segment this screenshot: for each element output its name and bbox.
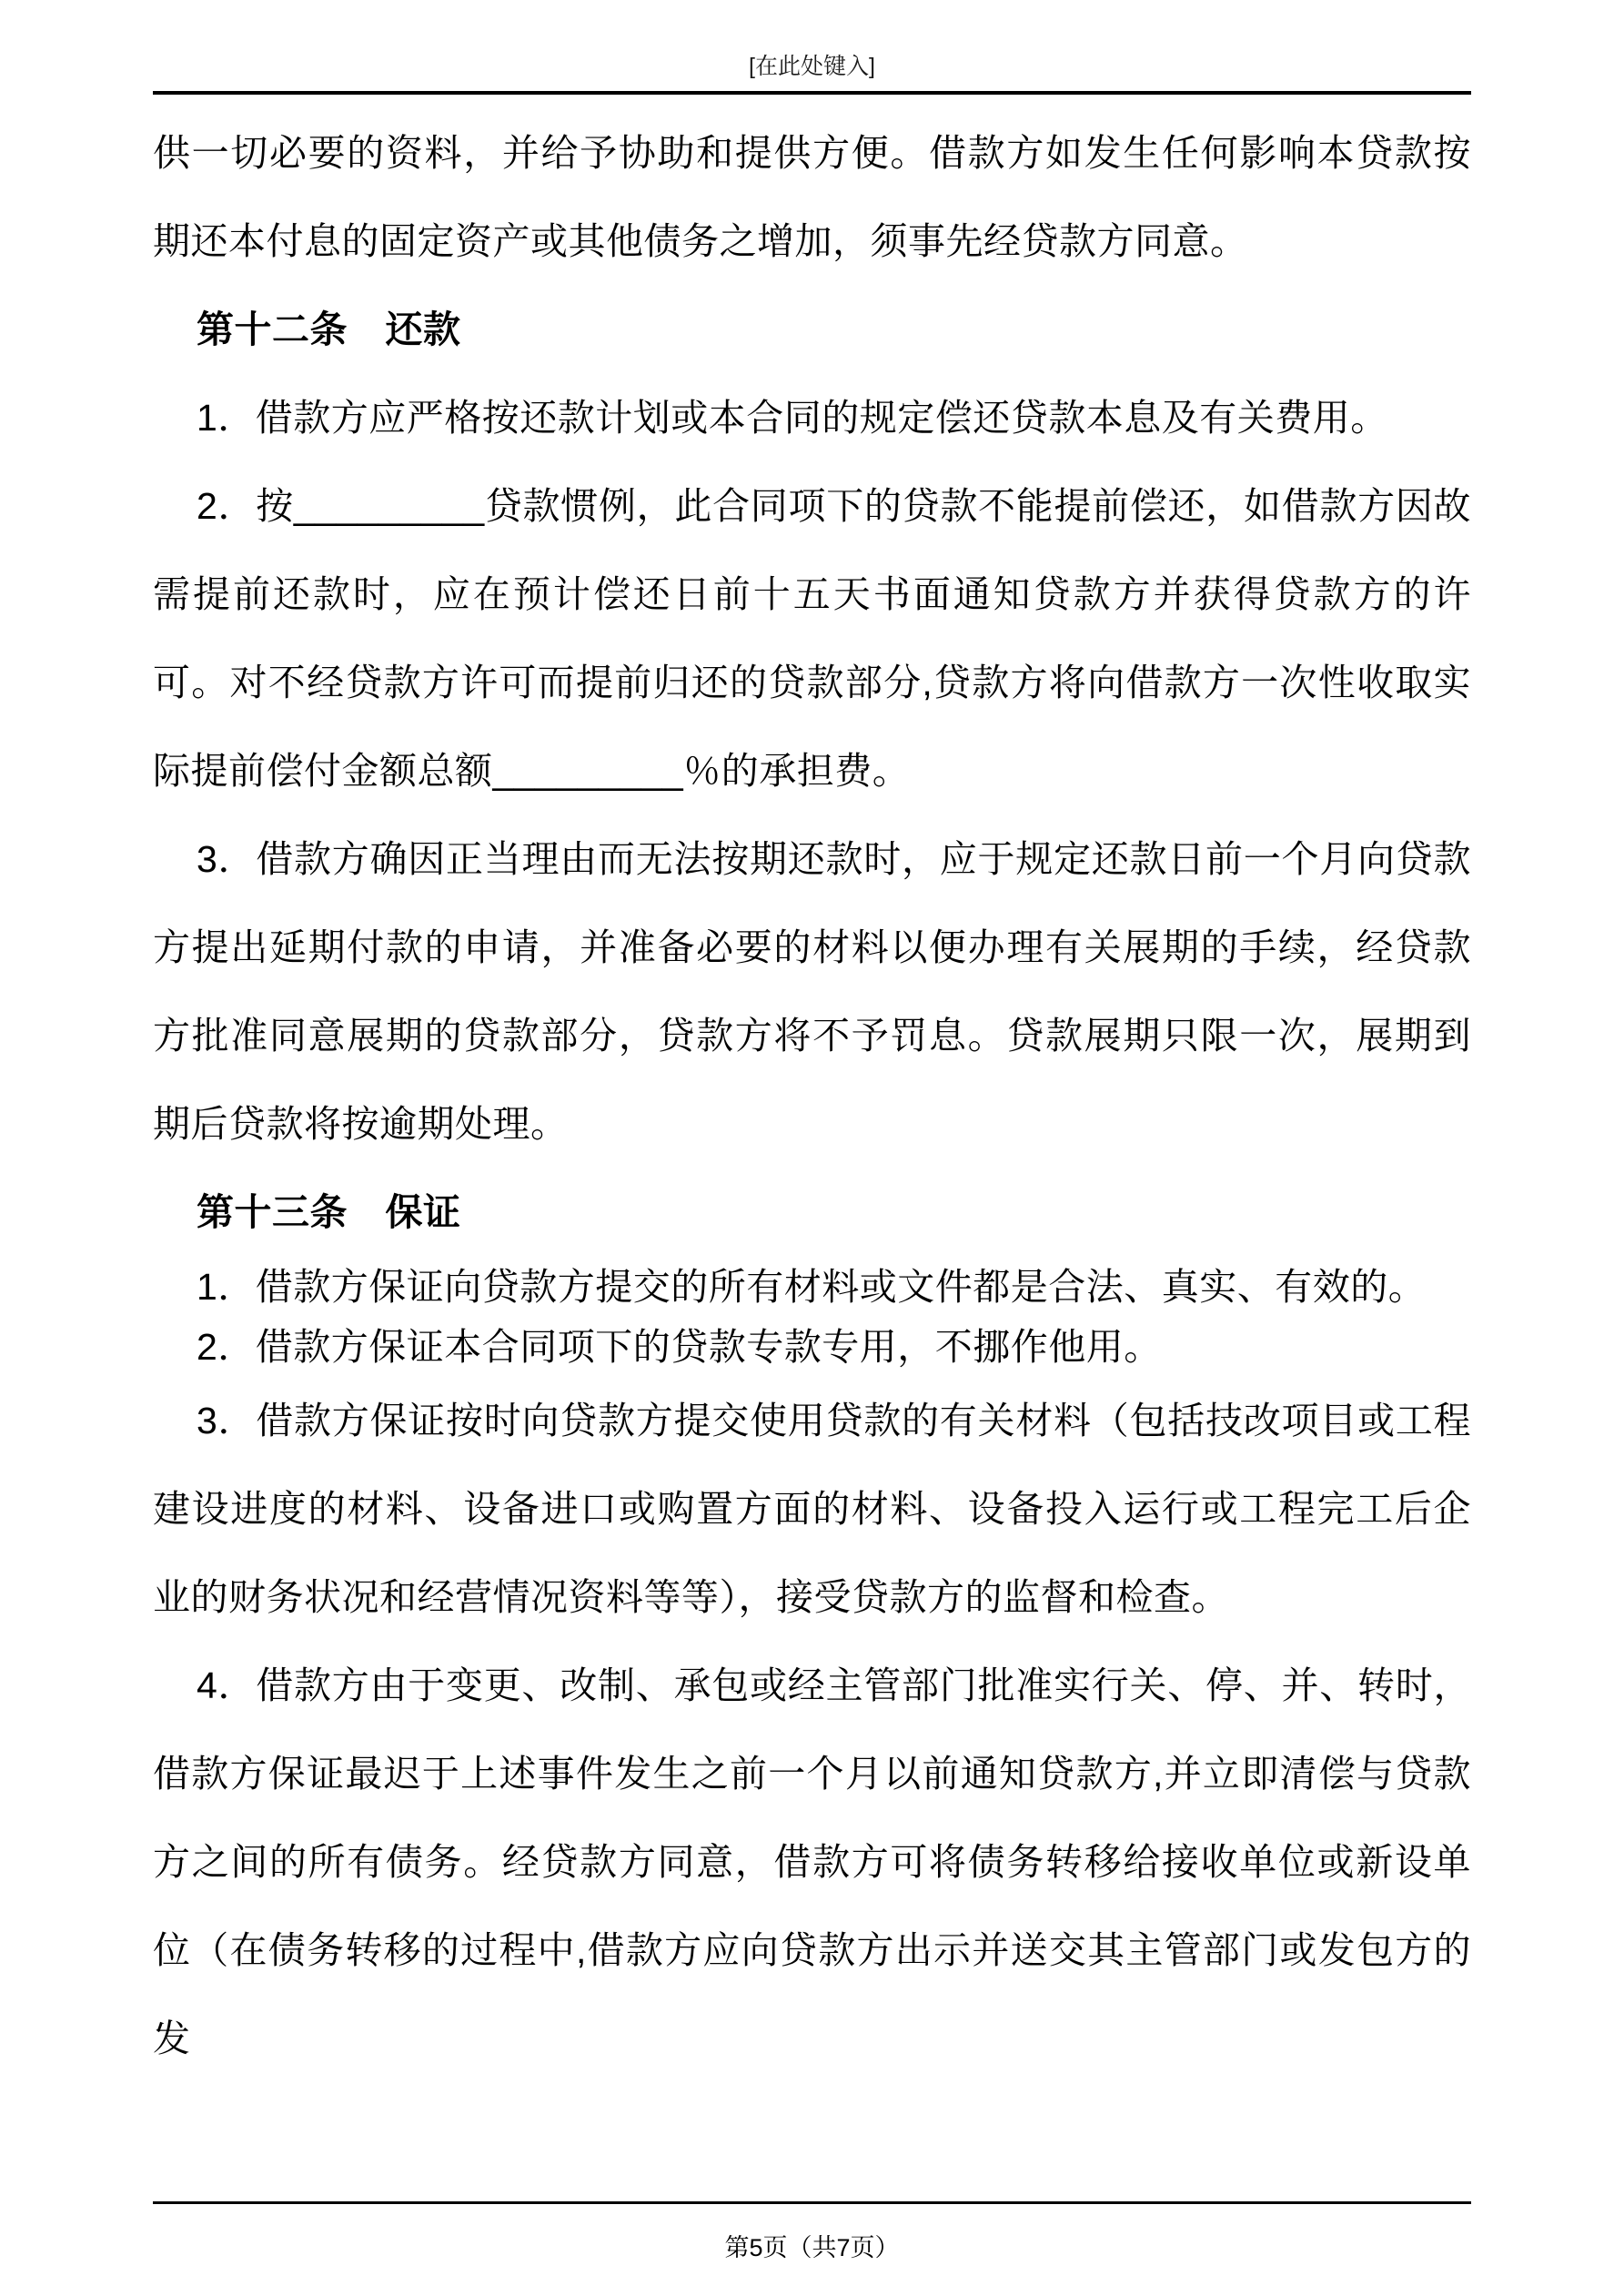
clause-item: 3．借款方保证按时向贷款方提交使用贷款的有关材料（包括技改项目或工程建设进度的材料、设备进口或购置方面的材料、设备投入运行或工程完工后企业的财务状况和经营情况资料等等），接受贷款方的监督和检查。	[153, 1400, 1471, 1618]
section-heading-article-13: 第十三条 保证	[197, 1191, 461, 1233]
section-heading-article-12: 第十二条 还款	[197, 308, 461, 350]
clause-item: 2．按_________贷款惯例，此合同项下的贷款不能提前偿还，如借款方因故需提前还款时，应在预计偿还日前十五天书面通知贷款方并获得贷款方的许可。对不经贷款方许可而提前归还的贷款部分,贷款方将向借款方一次性收取实际提前偿付金额总额_________％的承担费。	[153, 485, 1471, 792]
header-placeholder[interactable]: [在此处键入]	[749, 54, 875, 79]
document-body	[0, 95, 1624, 2083]
paragraph-continuation: 供一切必要的资料，并给予协助和提供方便。借款方如发生任何影响本贷款按期还本付息的固定资产或其他债务之增加，须事先经贷款方同意。	[153, 132, 1471, 262]
clause-item: 3．借款方确因正当理由而无法按期还款时，应于规定还款日前一个月向贷款方提出延期付款的申请，并准备必要的材料以便办理有关展期的手续，经贷款方批准同意展期的贷款部分，贷款方将不予罚息。贷款展期只限一次，展期到期后贷款将按逾期处理。	[153, 838, 1471, 1145]
page-footer	[0, 2201, 1624, 2296]
page-number: 第5页（共7页）	[724, 2234, 900, 2261]
clause-item: 1．借款方保证向贷款方提交的所有材料或文件都是合法、真实、有效的。	[197, 1266, 1427, 1308]
clause-item: 1．借款方应严格按还款计划或本合同的规定偿还贷款本息及有关费用。	[197, 397, 1388, 439]
page-header	[0, 0, 1624, 95]
clause-item: 4．借款方由于变更、改制、承包或经主管部门批准实行关、停、并、转时，借款方保证最迟于上述事件发生之前一个月以前通知贷款方,并立即清偿与贷款方之间的所有债务。经贷款方同意，借款方可将债务转移给接收单位或新设单位（在债务转移的过程中,借款方应向贷款方出示并送交其主管部门或发包方的发	[153, 1664, 1471, 2059]
clause-item: 2．借款方保证本合同项下的贷款专款专用，不挪作他用。	[197, 1326, 1162, 1368]
